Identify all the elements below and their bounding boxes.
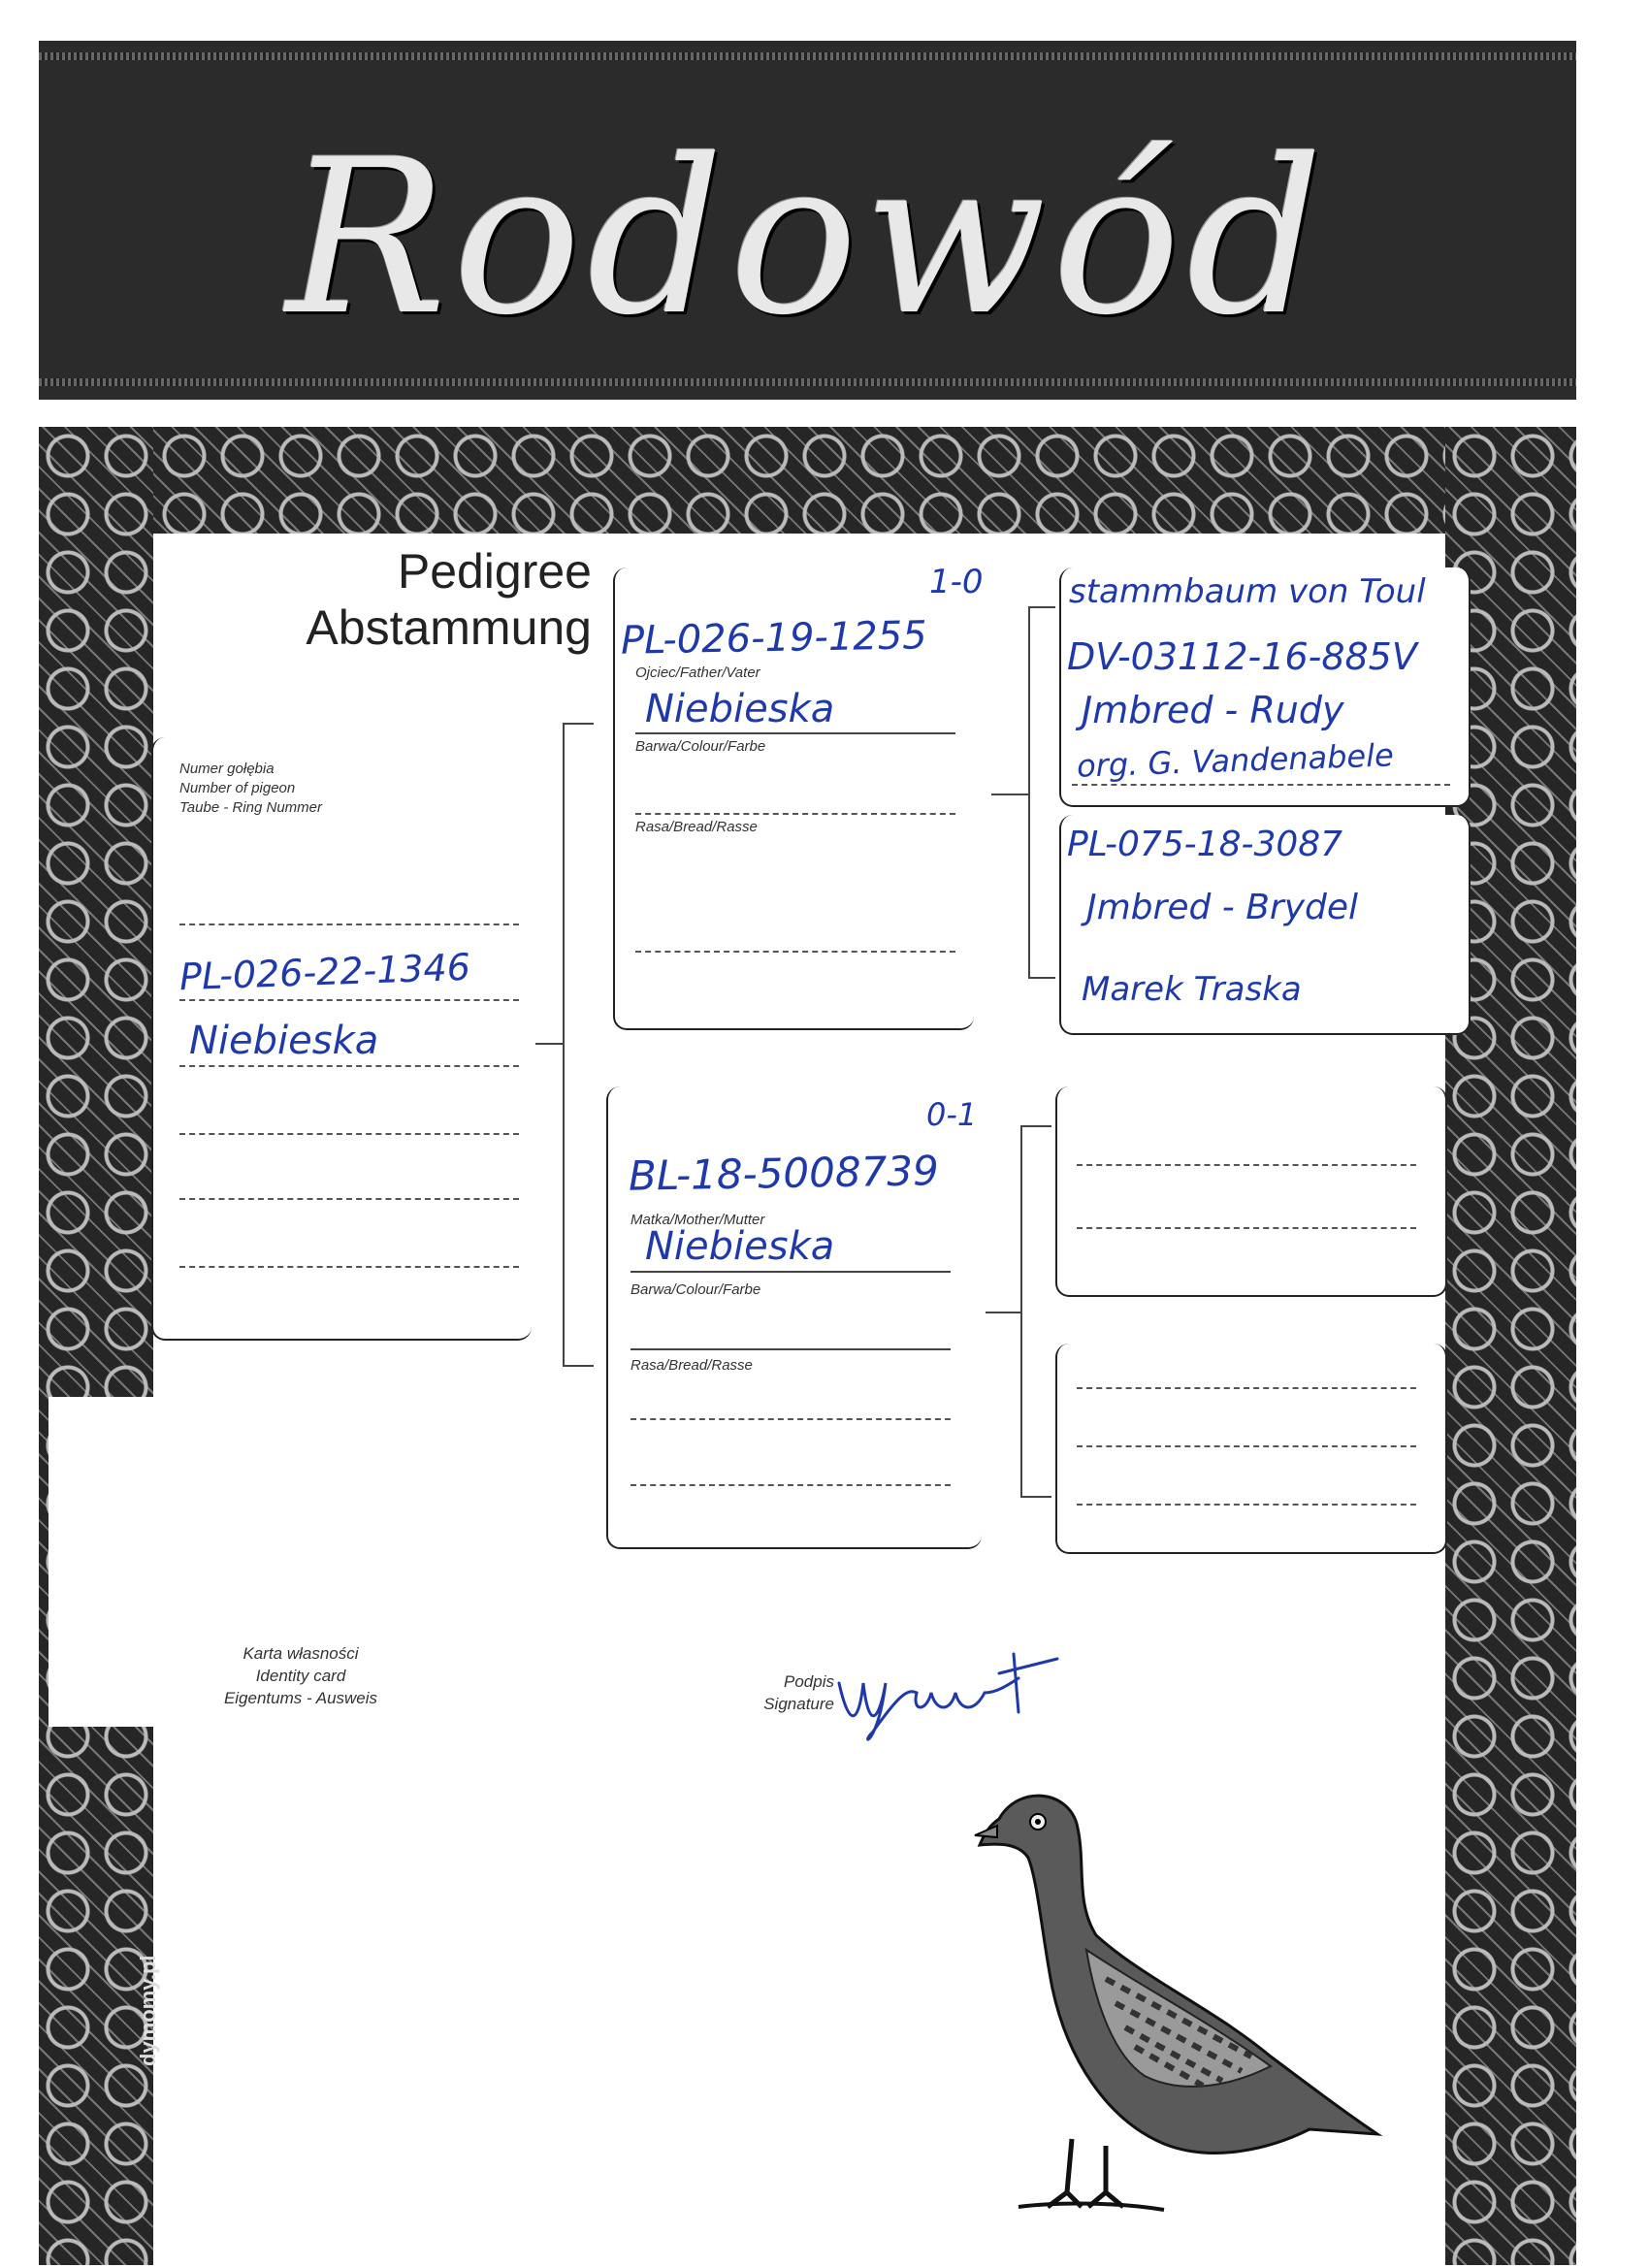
identity-card-label: Karta własności Identity card Eigentums - Ausweis: [223, 1644, 378, 1707]
connector-mother-stub: [986, 1312, 1020, 1313]
father-colour-label: Barwa/Colour/Farbe: [635, 738, 766, 755]
subject-line-4: [179, 1133, 519, 1135]
father-father-note: stammbaum von Toul: [1069, 572, 1426, 611]
subject-line-5: [179, 1198, 519, 1200]
father-mark: 1-0: [929, 563, 984, 601]
father-colour-line: [635, 732, 955, 734]
father-colour: Niebieska: [645, 687, 835, 731]
father-ring-number: PL-026-19-1255: [620, 613, 928, 664]
father-mother-owner: Marek Traska: [1082, 970, 1302, 1009]
heading-abstammung: Abstammung: [306, 600, 592, 655]
father-father-breed: Jmbred - Rudy: [1082, 689, 1344, 731]
subject-line-3: [179, 1065, 519, 1067]
mother-father-box: [1055, 1086, 1447, 1297]
document-title: Rodowód: [286, 113, 1329, 362]
father-ring-label: Ojciec/Father/Vater: [635, 664, 760, 681]
mother-line-1: [630, 1348, 951, 1350]
mother-ring-label: Matka/Mother/Mutter: [630, 1212, 765, 1228]
father-mother-breed: Jmbred - Brydel: [1086, 888, 1359, 927]
mother-mother-line-3: [1077, 1504, 1416, 1506]
subject-line-6: [179, 1266, 519, 1268]
mother-line-2: [630, 1418, 951, 1420]
mother-line-3: [630, 1484, 951, 1486]
mother-colour-line: [630, 1271, 951, 1273]
mother-mother-line-1: [1077, 1387, 1416, 1389]
heading-pedigree: Pedigree: [397, 544, 592, 599]
father-father-origin: org. G. Vandenabele: [1076, 736, 1395, 785]
mother-mother-box: [1055, 1344, 1447, 1554]
father-line-2: [635, 951, 955, 953]
mother-mark: 0-1: [926, 1096, 978, 1133]
father-mother-ring-number: PL-075-18-3087: [1067, 825, 1343, 864]
subject-ring-number: PL-026-22-1346: [178, 945, 471, 999]
mother-father-line-2: [1077, 1227, 1416, 1229]
connector-father-grandparents: [1028, 606, 1055, 979]
pigeon-illustration: [960, 1766, 1387, 2231]
mother-breed-label: Rasa/Bread/Rasse: [630, 1357, 753, 1374]
connector-father-stub: [991, 794, 1028, 795]
mother-father-line-1: [1077, 1164, 1416, 1166]
mother-colour: Niebieska: [645, 1224, 835, 1269]
father-father-ring-number: DV-03112-16-885V: [1067, 635, 1417, 678]
header-banner: [39, 41, 1576, 400]
publisher-watermark: dymomy.pl: [136, 1955, 160, 2066]
subject-line-2: [179, 999, 519, 1001]
connector-subject-parents: [563, 723, 594, 1367]
mother-mother-line-2: [1077, 1445, 1416, 1447]
subject-line-1: [179, 923, 519, 925]
connector-subject-stub: [535, 1043, 565, 1045]
subject-number-label: Numer gołębia Number of pigeon Taube - Ring Nummer: [179, 761, 323, 816]
father-line-1: [635, 813, 955, 815]
subject-colour: Niebieska: [189, 1019, 379, 1063]
ornamental-frame-top: [39, 427, 1576, 534]
mother-ring-number: BL-18-5008739: [628, 1147, 940, 1200]
signature-label: Podpis Signature: [763, 1672, 834, 1713]
father-father-line: [1072, 784, 1450, 786]
connector-mother-grandparents: [1020, 1125, 1051, 1498]
mother-colour-label: Barwa/Colour/Farbe: [630, 1281, 761, 1298]
signature-mark: [820, 1639, 1082, 1756]
father-breed-label: Rasa/Bread/Rasse: [635, 819, 758, 835]
